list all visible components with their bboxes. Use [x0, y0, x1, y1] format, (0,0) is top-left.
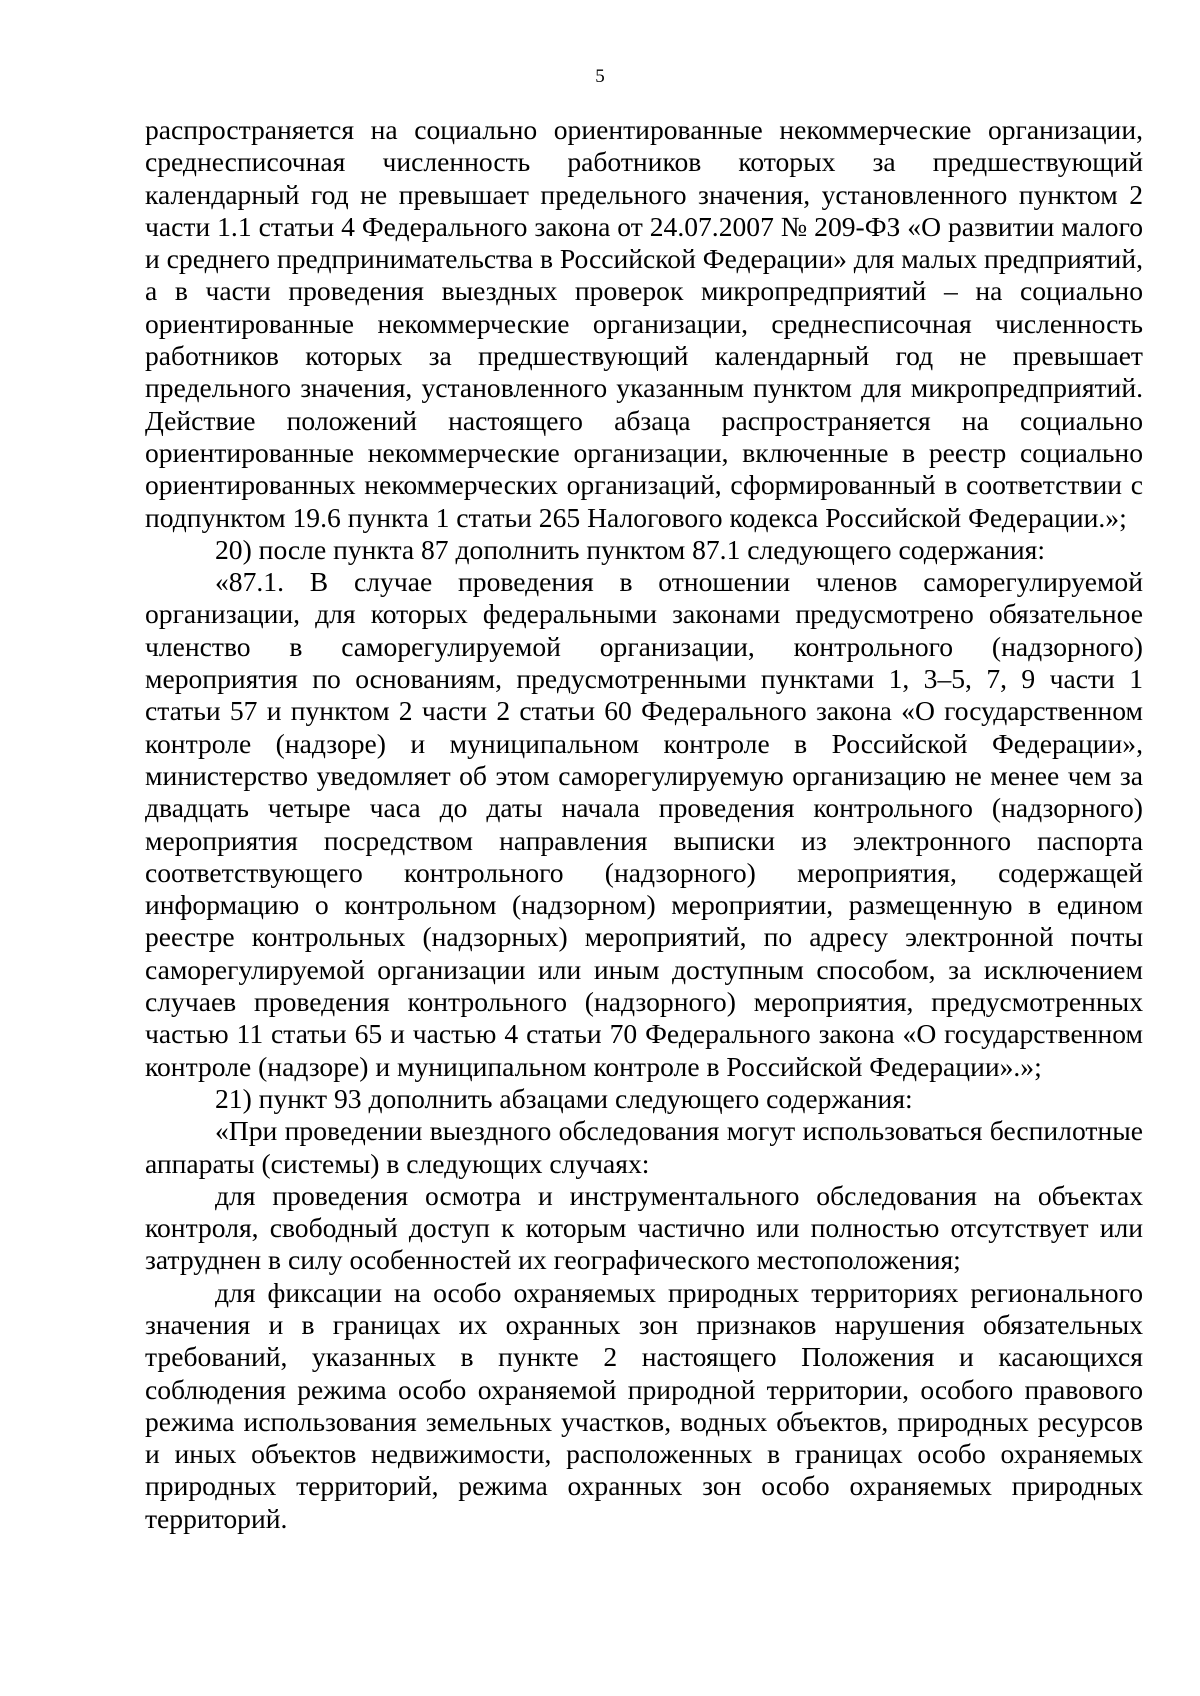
- document-body: [145, 114, 1143, 1535]
- paragraph-continuation: распространяется на социально ориентированные некоммерческие организации, среднесписочная численность работников которых за предшествующий календарный год не превышает предельного значения, установленного пунктом 2 части 1.1 статьи 4 Федерального закона от 24.07.2007 № 209-ФЗ «О развитии малого и среднего предпринимательства в Российской Федерации» для малых предприятий, а в части проведения выездных проверок микропредприятий – на социально ориентированные некоммерческие организации, среднесписочная численность работников которых за предшествующий календарный год не превышает предельного значения, установленного указанным пунктом для микропредприятий. Действие положений настоящего абзаца распространяется на социально ориентированные некоммерческие организации, включенные в реестр социально ориентированных некоммерческих организаций, сформированный в соответствии с подпунктом 19.6 пункта 1 статьи 265 Налогового кодекса Российской Федерации.»;: [145, 114, 1143, 533]
- paragraph-clause-87-1: «87.1. В случае проведения в отношении членов саморегулируемой организации, для которых федеральными законами предусмотрено обязательное членство в саморегулируемой организации, контрольного (надзорного) мероприятия по основаниям, предусмотренными пунктами 1, 3–5, 7, 9 части 1 статьи 57 и пунктом 2 части 2 статьи 60 Федерального закона «О государственном контроле (надзоре) и муниципальном контроле в Российской Федерации», министерство уведомляет об этом саморегулируемую организацию не менее чем за двадцать четыре часа до даты начала проведения контрольного (надзорного) мероприятия посредством направления выписки из электронного паспорта соответствующего контрольного (надзорного) мероприятия, содержащей информацию о контрольном (надзорном) мероприятии, размещенную в едином реестре контрольных (надзорных) мероприятий, по адресу электронной почты саморегулируемой организации или иным доступным способом, за исключением случаев проведения контрольного (надзорного) мероприятия, предусмотренных частью 11 статьи 65 и частью 4 статьи 70 Федерального закона «О государственном контроле (надзоре) и муниципальном контроле в Российской Федерации».»;: [145, 566, 1143, 1082]
- paragraph-item-20: 20) после пункта 87 дополнить пунктом 87.1 следующего содержания:: [215, 533, 1045, 565]
- paragraph-drones-intro: «При проведении выездного обследования могут использоваться беспилотные аппараты (системы) в следующих случаях:: [145, 1115, 1143, 1179]
- paragraph-case-protected-areas: для фиксации на особо охраняемых природных территориях регионального значения и в границах их охранных зон признаков нарушения обязательных требований, указанных в пункте 2 настоящего Положения и касающихся соблюдения режима особо охраняемой природной территории, особого правового режима использования земельных участков, водных объектов, природных ресурсов и иных объектов недвижимости, расположенных в границах особо охраняемых природных территорий, режима охранных зон особо охраняемых природных территорий.: [145, 1276, 1143, 1534]
- page-number: 5: [595, 66, 605, 87]
- paragraph-case-inspection: для проведения осмотра и инструментального обследования на объектах контроля, свободный доступ к которым частично или полностью отсутствует или затруднен в силу особенностей их географического местоположения;: [145, 1179, 1143, 1276]
- paragraph-item-21: 21) пункт 93 дополнить абзацами следующего содержания:: [215, 1082, 913, 1114]
